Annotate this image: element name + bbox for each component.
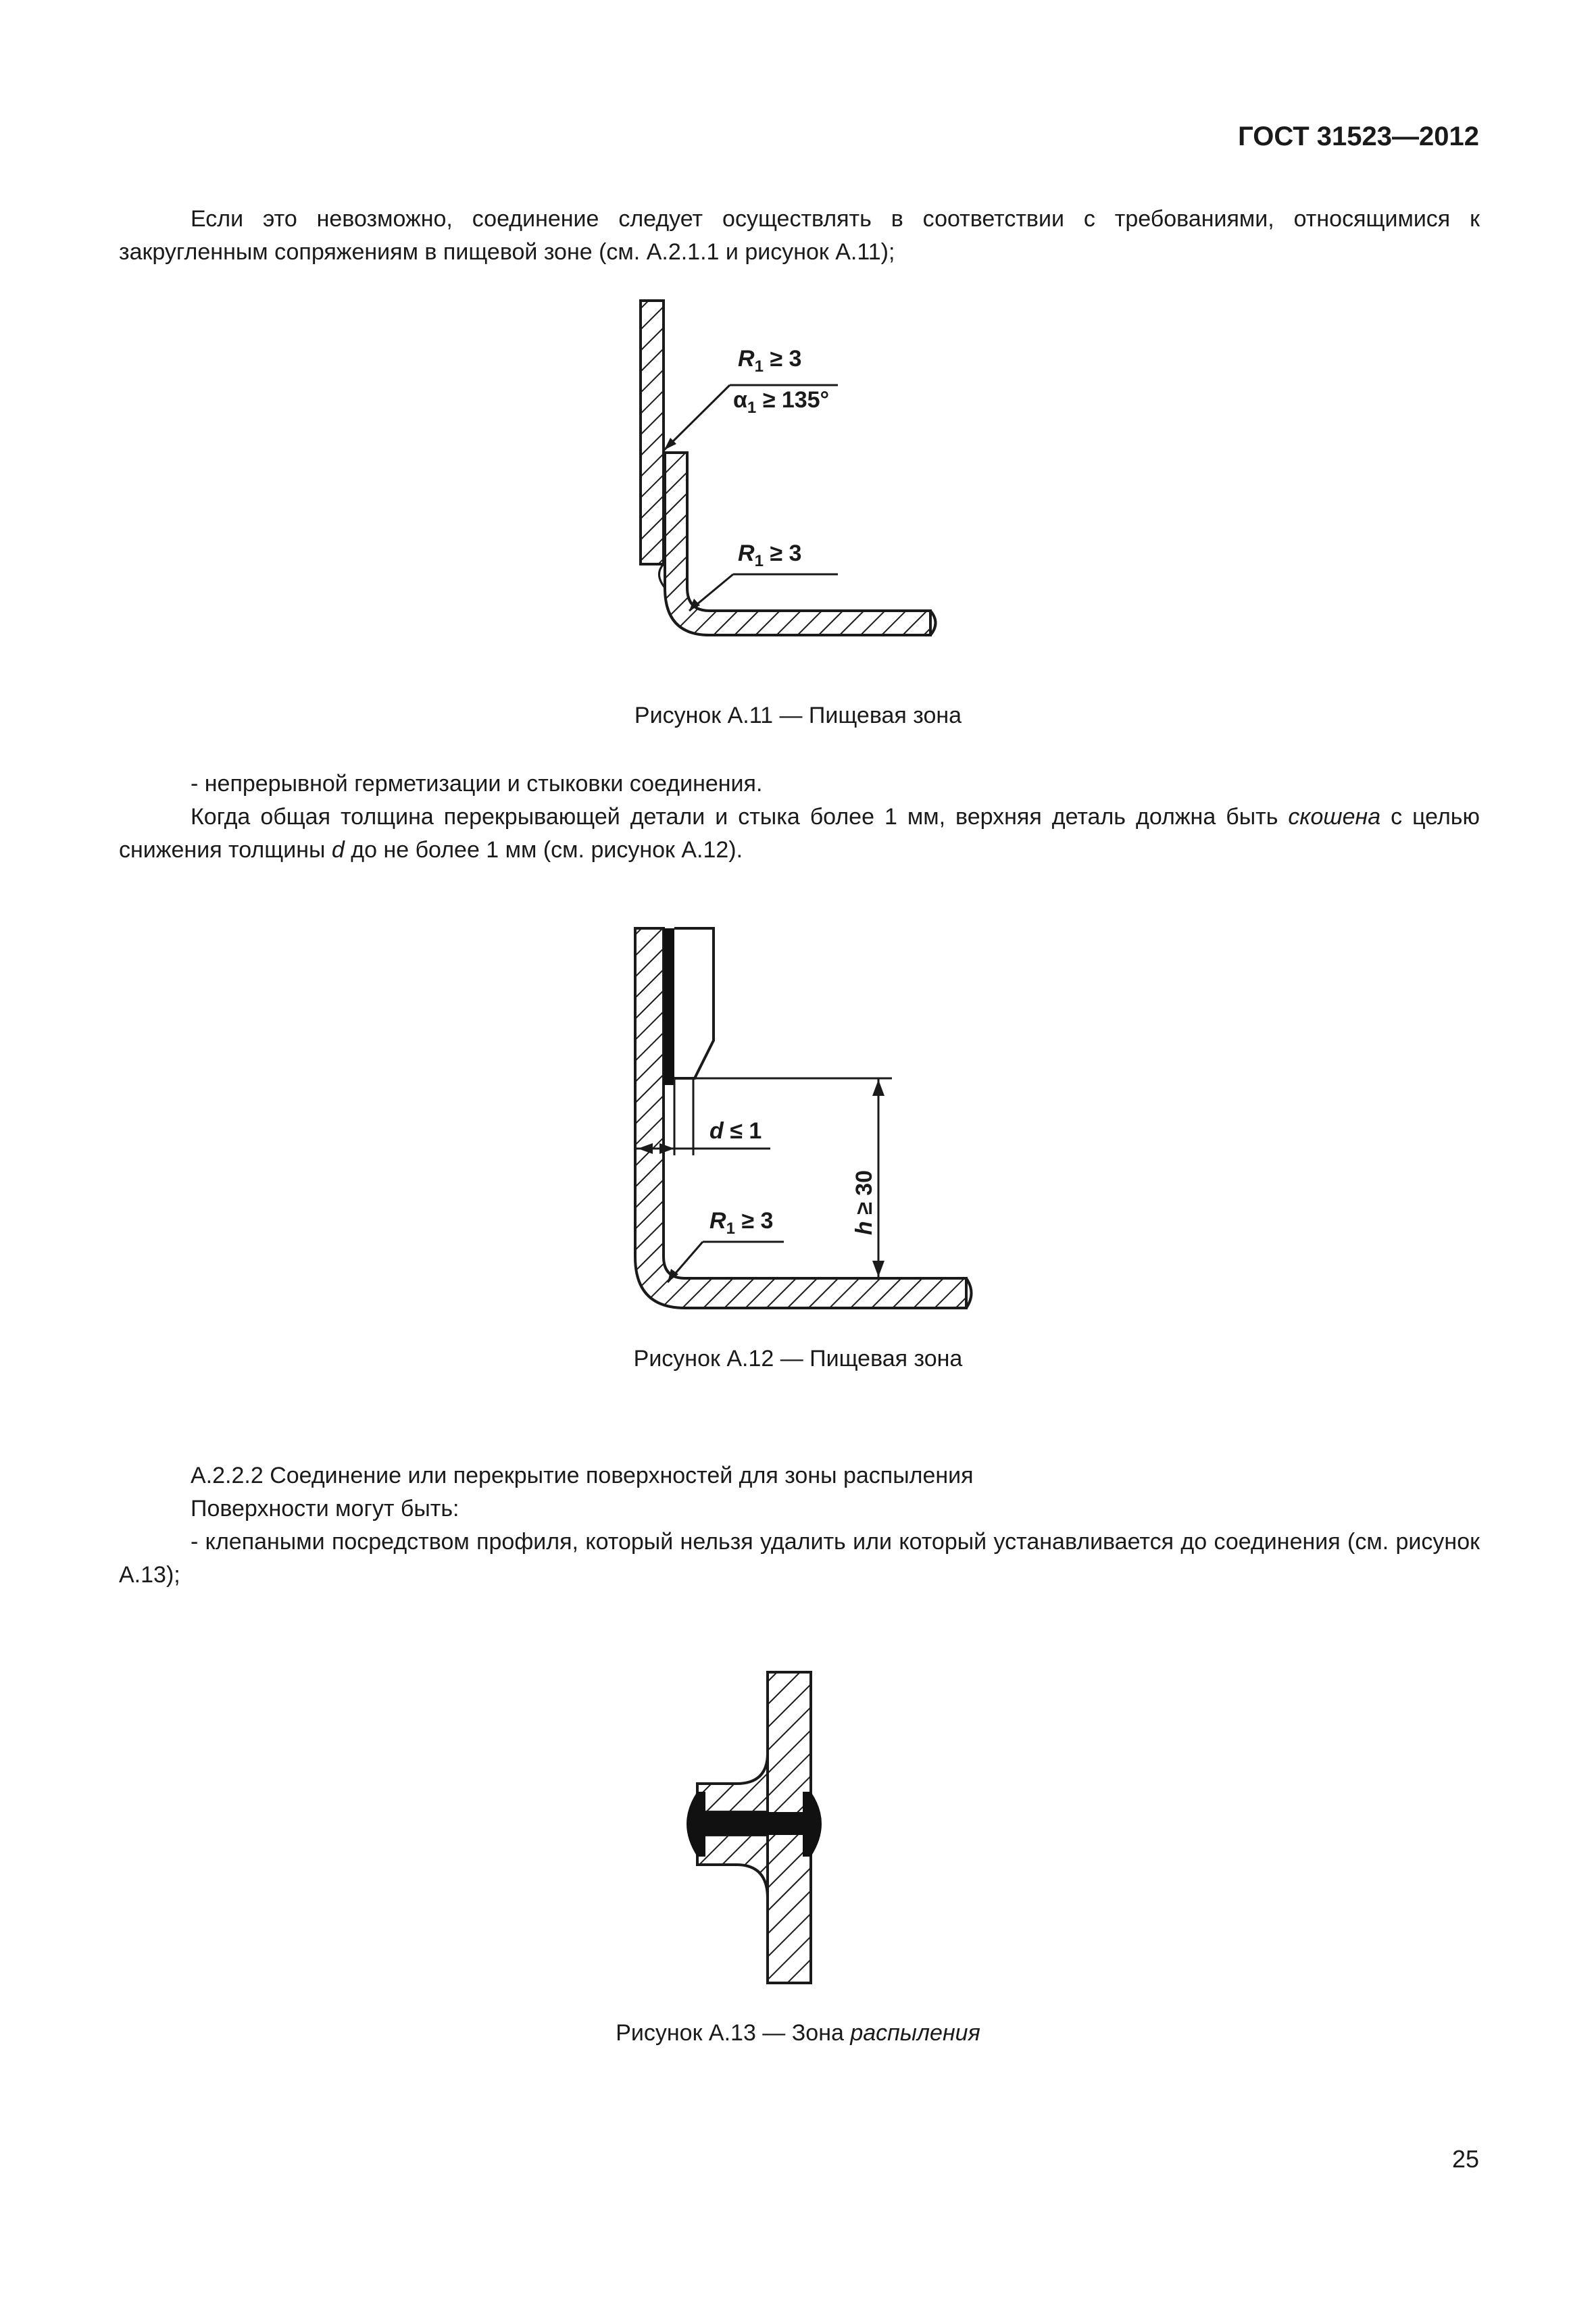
paragraph-1: Если это невозможно, соединение следует осуществлять в соответствии с требованиями, относящимися к закругленным сопряжениям в пищевой зоне (см. А.2.1.1 и рисунок А.11); <box>119 206 1480 265</box>
figure-a12 <box>608 919 987 1324</box>
page-number: 25 <box>1451 2145 1479 2173</box>
paragraph-2: - непрерывной герметизации и стыковки соединения. <box>191 771 763 797</box>
figure-a11 <box>595 291 946 655</box>
rivet-head-left <box>687 1792 705 1857</box>
paragraph-5: Поверхности могут быть: <box>191 1496 459 1521</box>
label-r1-bottom: $R_1 \ge 3$ <box>738 540 802 570</box>
rivet-head-right <box>803 1792 822 1857</box>
label-h: h ≥ 30 <box>851 1169 877 1236</box>
paragraph-4: А.2.2.2 Соединение или перекрытие поверхностей для зоны распыления <box>191 1463 974 1488</box>
main-profile <box>635 928 966 1308</box>
caption-a13: Рисунок А.13 — Зона распыления <box>616 2020 980 2046</box>
rivet-shank <box>697 1812 811 1835</box>
caption-a12: Рисунок А.12 — Пищевая зона <box>633 1346 963 1372</box>
lower-flange <box>697 1835 768 1898</box>
label-r1-top: $R_1 \ge 3$ <box>738 346 802 376</box>
standard-header: ГОСТ 31523—2012 <box>1238 122 1479 151</box>
label-r1: $R_1 \ge 3$ <box>709 1208 774 1238</box>
bevelled-part <box>674 928 714 1078</box>
figure-a13 <box>649 1662 851 2000</box>
outer-plate <box>641 301 664 564</box>
sealant-strip <box>664 928 674 1085</box>
label-alpha: $\alpha_1 \ge 135^\circ$ <box>733 387 830 417</box>
paragraph-3: Когда общая толщина перекрывающей детали и стыка более 1 мм, верхняя деталь должна быть скошена с целью снижения толщины d до не более 1 мм (см. рисунок А.12). <box>119 804 1480 863</box>
paragraph-6: - клепаными посредством профиля, который нельзя удалить или который устанавливается до соединения (см. рисунок А.13); <box>119 1529 1480 1588</box>
caption-a11: Рисунок А.11 — Пищевая зона <box>634 703 962 728</box>
upper-flange <box>697 1753 768 1812</box>
label-d: d ≤ 1 <box>709 1118 762 1144</box>
